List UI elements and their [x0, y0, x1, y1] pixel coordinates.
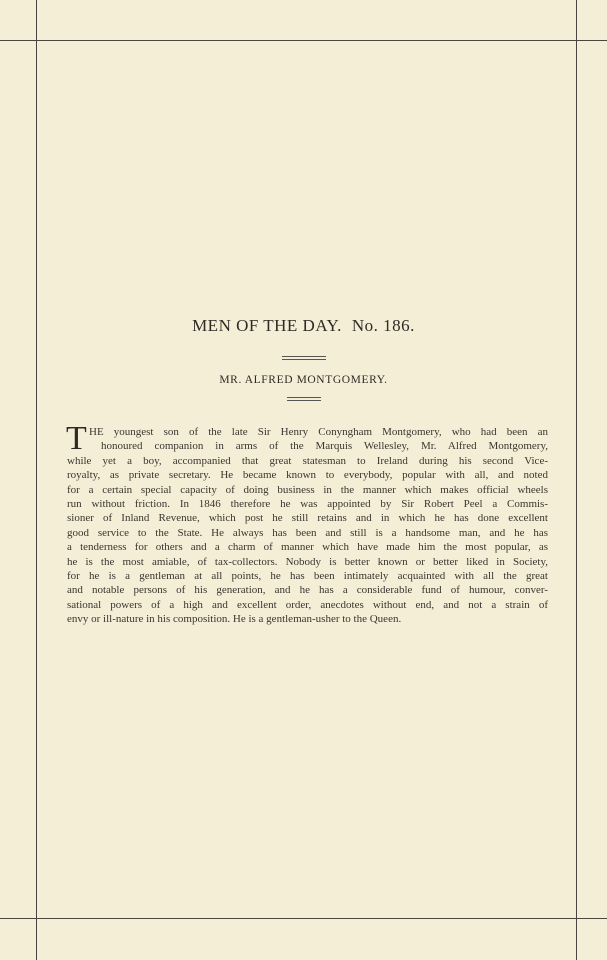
article-body	[66, 420, 548, 626]
frame-top-rule	[0, 40, 607, 41]
drop-cap: T	[66, 420, 87, 457]
text-line: royalty, as private secretary. He became known to everybody, popular with all, and noted	[67, 469, 548, 482]
subtitle-divider	[287, 397, 321, 401]
text-line: and notable persons of his generation, and he has a considerable fund of humour, conver-	[67, 584, 548, 597]
frame-right-rule	[576, 0, 577, 960]
text-line: he is the most amiable, of tax-collectors. Nobody is better known or better liked in Society,	[67, 555, 548, 568]
text-line: sational powers of a high and excellent order, anecdotes without end, and not a strain of	[67, 598, 548, 611]
frame-bottom-rule	[0, 918, 607, 919]
title-divider	[282, 356, 326, 360]
text-line: run without friction. In 1846 therefore he was appointed by Sir Robert Peel a Commis-	[67, 497, 548, 510]
text-line: good service to the State. He always has been and still is a handsome man, and he has	[67, 526, 548, 539]
text-line: sioner of Inland Revenue, which post he still retains and in which he has done excellent	[67, 512, 548, 525]
frame-left-rule	[36, 0, 37, 960]
text-line: while yet a boy, accompanied that great statesman to Ireland during his second Vice-	[67, 454, 548, 467]
text-line: HE youngest son of the late Sir Henry Conyngham Montgomery, who had been an	[89, 426, 548, 438]
issue-number: No. 186.	[351, 316, 415, 335]
text-line: for a certain special capacity of doing business in the manner which makes official wheels	[67, 483, 548, 496]
page-title	[0, 316, 607, 336]
text-line: for he is a gentleman at all points, he has been intimately acquainted with all the great	[67, 569, 548, 582]
series-title: MEN OF THE DAY.	[192, 316, 342, 335]
text-line: honoured companion in arms of the Marquis Wellesley, Mr. Alfred Montgomery,	[101, 440, 548, 453]
article-subtitle: MR. ALFRED MONTGOMERY.	[219, 374, 388, 386]
text-line: envy or ill-nature in his composition. He is a gentleman-usher to the Queen.	[67, 613, 402, 626]
text-line: a tenderness for others and a charm of manner which have made him the most popular, as	[67, 541, 548, 554]
